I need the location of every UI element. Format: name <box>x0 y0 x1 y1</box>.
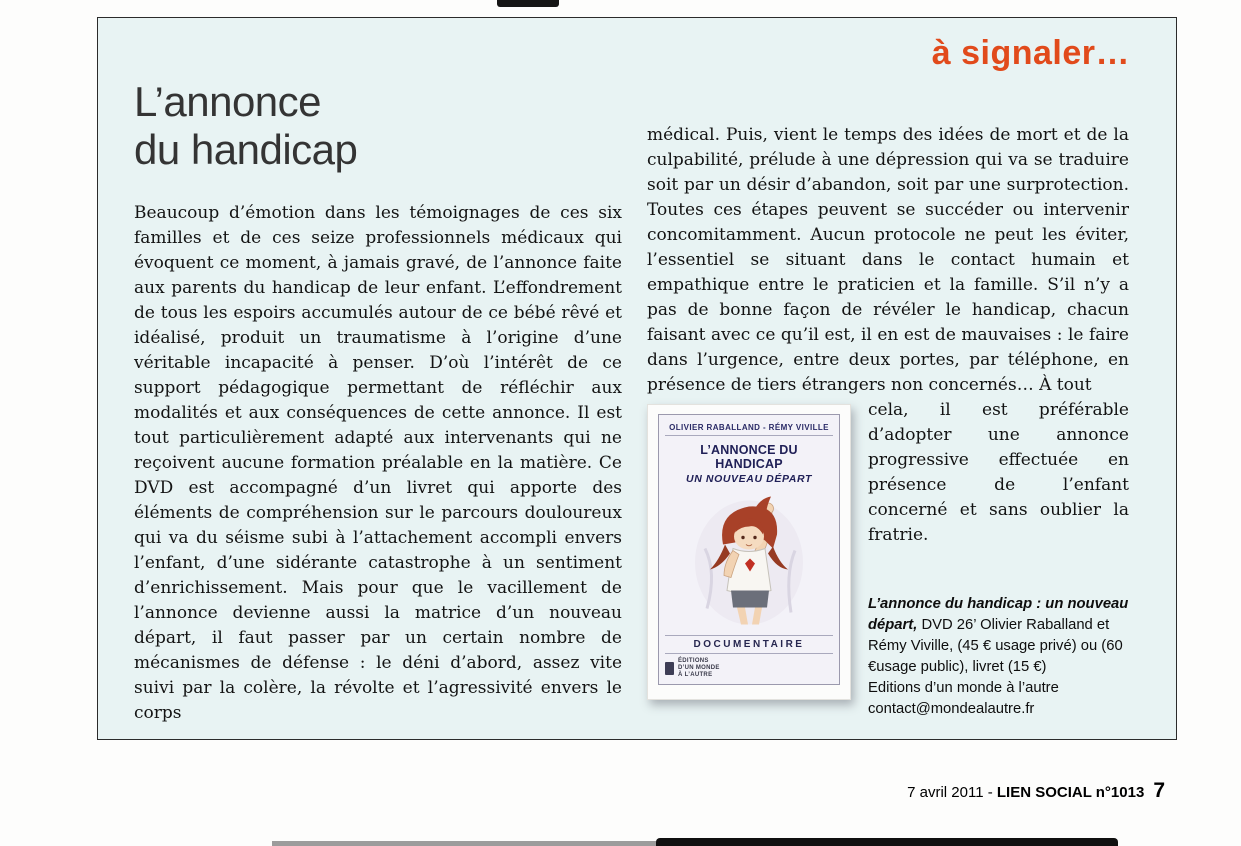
article-title-line2: du handicap <box>134 126 358 173</box>
article-title-line1: L’annonce <box>134 78 322 125</box>
publisher-name-line3: À L’AUTRE <box>678 672 713 678</box>
caption-publisher: Editions d’un monde à l’autre <box>868 680 1059 696</box>
publisher-logo-icon <box>665 662 674 675</box>
article-column-1: Beaucoup d’émotion dans les témoignages de ces six familles et de ces seize professionnels médicaux qui évoquent ce moment, à jamais gravé, de l’annonce faite aux parents du handicap de leur enfant. L’effondrement de tous les espoirs accumulés autour de ce bébé rêvé et idéalisé, produit un traumatisme à l’origine d’une véritable incapacité à penser. D’où l’intérêt de ce support pédagogique permettant de réfléchir aux modalités et aux conséquences de cette annonce. Il est tout particulièrement adapté aux intervenants qui ne reçoivent aucune formation préalable en la matière. Ce DVD est accompagné d’un livret qui apporte des éléments de compréhension sur le parcours douloureux qui va du séisme subi à l’attachement accompli envers l’enfant, d’une sidérante catastrophe à un sentiment d’enrichissement. Mais pour que le vacillement de l’annonce devienne aussi la matrice d’un nouveau départ, il faut passer par un certain nombre de mécanismes de défense : le déni d’abord, assez vite suivi par la colère, la révolte et l’agressivité envers le corps <box>134 203 622 723</box>
caption-paragraph <box>868 594 1129 678</box>
publisher-name-line1: ÉDITIONS <box>678 658 709 664</box>
dvd-cover-title: L’ANNONCE DU HANDICAP <box>700 443 798 471</box>
section-flag: à signaler… <box>931 34 1130 72</box>
column2-wrap-block <box>647 398 1129 720</box>
dvd-girl-illustration <box>689 489 809 632</box>
column2-paragraph: médical. Puis, vient le temps des idées de mort et de la culpabilité, prélude à une dépression qui va se traduire soit par un désir d’abandon, soit par une surprotection. Toutes ces étapes peuvent se succéder ou intervenir concomitamment. Aucun protocole ne peut les éviter, l’essentiel se situant dans le contact humain et empathique entre le praticien et la famille. S’il n’y a pas de bonne façon de révéler le handicap, chacun faisant avec ce qu’il est, il en est de mauvaises : le faire dans l’urgence, entre deux portes, par téléphone, en présence de tiers étrangers non concernés… À tout <box>647 125 1129 395</box>
caption-details: DVD 26’ Olivier Raballand et Rémy Viville, (45 € usage privé) ou (60 €usage public), livret (15 €) <box>868 617 1123 675</box>
page-footer <box>0 779 1165 803</box>
footer-magazine-name: LIEN SOCIAL n°1013 <box>996 784 1145 801</box>
scan-artifact-top <box>497 0 559 7</box>
dvd-cover-publisher <box>665 658 720 679</box>
footer-page-number: 7 <box>1153 779 1165 802</box>
publisher-name-line2: D’UN MONDE <box>678 665 720 671</box>
dvd-cover-subtitle: UN NOUVEAU DÉPART <box>686 473 812 485</box>
column2-paragraph-beside-cover: cela, il est préférable d’adopter une annonce progressive effectuée en présence de l’enfant concerné et sans oublier la fratrie. <box>868 400 1129 545</box>
publisher-name <box>678 658 720 679</box>
caption-title: L’annonce du handicap : un nouveau départ, <box>868 596 1129 633</box>
article-title <box>134 78 357 174</box>
dvd-cover-genre: DOCUMENTAIRE <box>665 635 833 654</box>
scan-artifact-bottom-dark <box>656 838 1118 846</box>
scan-artifact-bottom-gray <box>272 841 656 846</box>
footer-date: 7 avril 2011 - <box>907 784 997 801</box>
article-column-2 <box>647 123 1129 720</box>
dvd-cover-photo <box>647 404 851 700</box>
dvd-cover-authors: OLIVIER RABALLAND - RÉMY VIVILLE <box>665 422 833 436</box>
article-panel <box>97 17 1177 740</box>
caption-contact-email: contact@mondealautre.fr <box>868 701 1035 717</box>
dvd-cover <box>658 414 840 685</box>
dvd-caption <box>868 594 1129 720</box>
